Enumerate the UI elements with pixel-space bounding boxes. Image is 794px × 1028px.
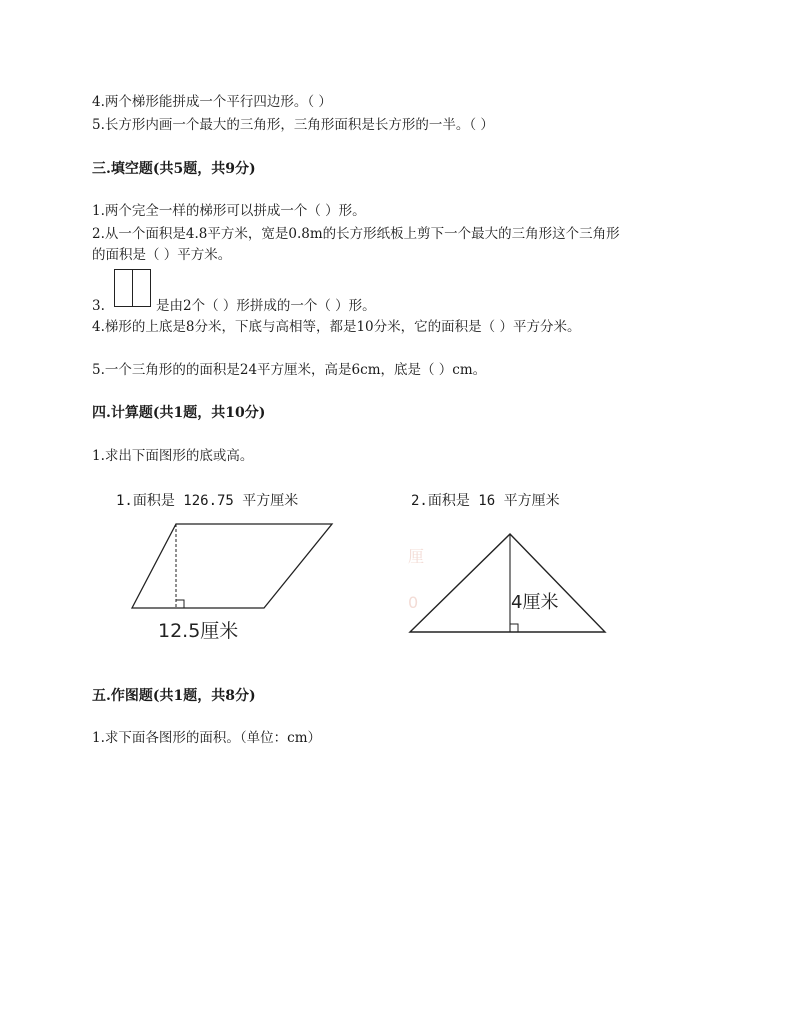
fill-blank-question-3-number: 3.: [92, 298, 105, 314]
fill-blank-question-4: 4.梯形的上底是8分米，下底与高相等，都是10分米，它的面积是（ ）平方分米。: [92, 319, 581, 335]
rectangle-left-half: [114, 269, 133, 307]
fill-blank-section-title: 三.填空题(共5题，共9分): [92, 161, 256, 177]
fill-blank-question-1: 1.两个完全一样的梯形可以拼成一个（ ）形。: [92, 203, 366, 219]
fill-blank-question-2-line-2: 的面积是（ ）平方米。: [92, 247, 232, 263]
parallelogram-caption: 1.面积是 126.75 平方厘米: [116, 493, 299, 509]
two-rectangles-figure: [114, 269, 152, 307]
calculation-section-title: 四.计算题(共1题，共10分): [92, 405, 266, 421]
drawing-section-title: 五.作图题(共1题，共8分): [92, 688, 256, 704]
triangle-figure: [400, 526, 615, 646]
rectangle-right-half: [132, 269, 151, 307]
calculation-question-1: 1.求出下面图形的底或高。: [92, 448, 254, 464]
triangle-caption: 2.面积是 16 平方厘米: [411, 493, 560, 509]
triangle-shape: [410, 534, 605, 632]
parallelogram-shape: [132, 524, 332, 608]
drawing-question-1: 1.求下面各图形的面积。（单位：cm）: [92, 730, 321, 746]
fill-blank-question-2-line-1: 2.从一个面积是4.8平方米，宽是0.8m的长方形纸板上剪下一个最大的三角形这个三角形: [92, 226, 620, 242]
triangle-right-angle-mark: [510, 624, 518, 632]
fill-blank-question-5: 5.一个三角形的的面积是24平方厘米，高是6cm，底是（ ）cm。: [92, 362, 487, 378]
faded-mark-lower: 0: [408, 593, 419, 612]
triangle-height-label: 4厘米: [511, 592, 559, 613]
parallelogram-right-angle-mark: [176, 600, 184, 608]
judgement-question-4: 4.两个梯形能拼成一个平行四边形。（ ）: [92, 94, 332, 110]
faded-mark-upper: 厘: [408, 547, 425, 566]
fill-blank-question-3: 是由2个（ ）形拼成的一个（ ）形。: [156, 298, 376, 314]
parallelogram-figure: [124, 516, 344, 646]
parallelogram-base-label: 12.5厘米: [158, 620, 239, 642]
judgement-question-5: 5.长方形内画一个最大的三角形，三角形面积是长方形的一半。（ ）: [92, 117, 494, 133]
